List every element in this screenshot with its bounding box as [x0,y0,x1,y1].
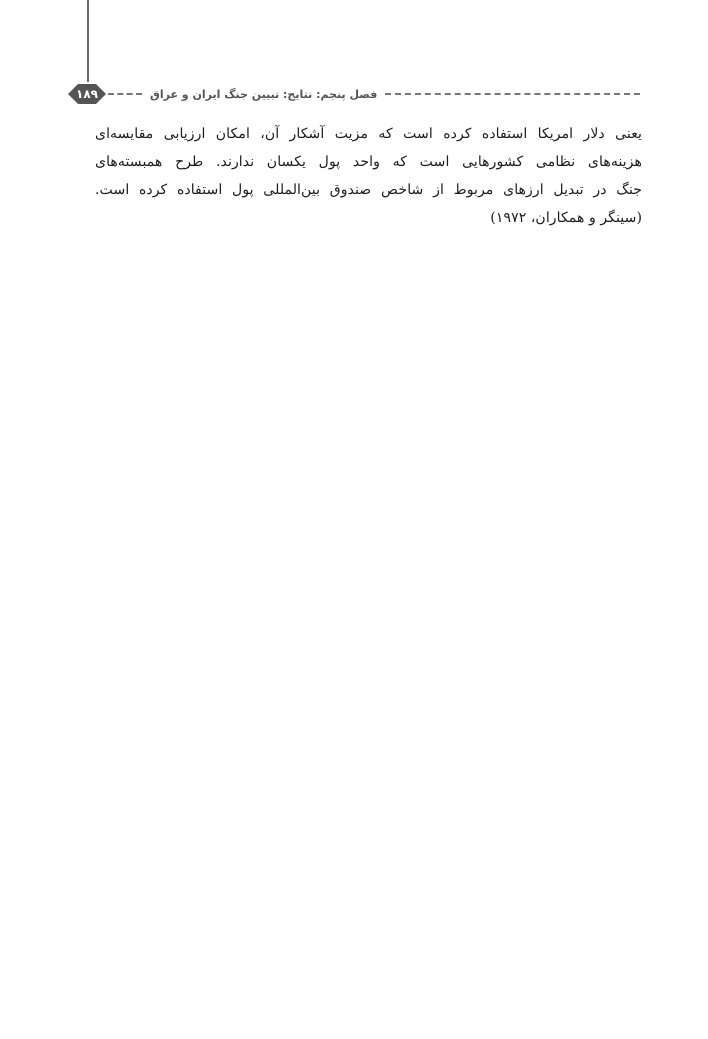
body-line: جنگ در تبدیل ارزهای مربوط از شاخص صندوق بین‌المللی پول استفاده کرده است. [95,182,642,198]
header-dash-short [108,93,142,95]
running-title: فصل پنجم: نتایج: تبیین جنگ ایران و عراق [150,87,378,101]
running-header [108,84,640,104]
page-number: ۱۸۹ [76,87,98,101]
body-line: هزینه‌های نظامی کشورهایی است که واحد پول یکسان ندارند. طرح همبسته‌های [95,154,642,170]
page-number-badge [68,84,106,104]
body-paragraph [95,120,642,232]
margin-rule [87,0,89,82]
body-line: یعنی دلار امریکا استفاده کرده است که مزیت آشکار آن، امکان ارزیابی مقایسه‌ای [95,126,642,142]
body-line-citation: (سینگر و همکاران، ۱۹۷۲) [490,210,642,226]
header-dash-long [385,93,640,95]
